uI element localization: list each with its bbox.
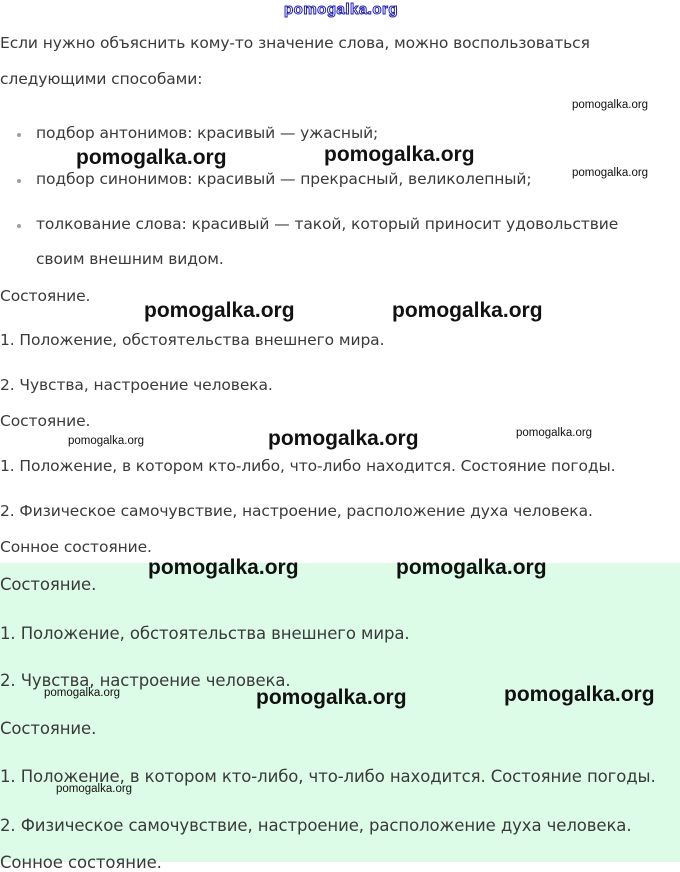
answer-definition-2-item-1: 1. Положение, в котором кто-либо, что-либо находится. Состояние погоды. bbox=[0, 767, 656, 786]
watermark: pomogalka.org bbox=[68, 435, 145, 447]
list-item-definition-cont: своим внешним видом. bbox=[36, 250, 224, 268]
answer-block bbox=[0, 563, 680, 872]
answer-definition-1-item-1: 1. Положение, обстоятельства внешнего мира. bbox=[0, 624, 410, 643]
bullet-dot bbox=[17, 179, 21, 183]
watermark: pomogalka.org bbox=[324, 143, 475, 166]
watermark-top: pomogalka.org bbox=[284, 1, 399, 18]
definition-2-example: Сонное состояние. bbox=[0, 538, 152, 556]
answer-definition-1-word: Состояние. bbox=[0, 575, 97, 594]
list-item-antonyms: подбор антонимов: красивый — ужасный; bbox=[36, 124, 379, 142]
watermark: pomogalka.org bbox=[268, 427, 419, 450]
bullet-dot bbox=[17, 133, 21, 137]
watermark: pomogalka.org bbox=[392, 299, 543, 322]
answer-definition-2-item-2: 2. Физическое самочувствие, настроение, расположение духа человека. bbox=[0, 816, 632, 835]
answer-definition-2-word: Состояние. bbox=[0, 719, 97, 738]
answer-definition-1-item-2: 2. Чувства, настроение человека. bbox=[0, 671, 291, 690]
watermark: pomogalka.org bbox=[516, 427, 593, 439]
definition-1-item-1: 1. Положение, обстоятельства внешнего мира. bbox=[0, 331, 385, 349]
bullet-dot bbox=[17, 224, 21, 228]
definition-2-word: Состояние. bbox=[0, 412, 91, 430]
definition-2-item-2: 2. Физическое самочувствие, настроение, расположение духа человека. bbox=[0, 502, 593, 520]
definition-1-word: Состояние. bbox=[0, 287, 91, 305]
watermark: pomogalka.org bbox=[572, 167, 649, 179]
watermark: pomogalka.org bbox=[44, 687, 121, 699]
answer-definition-2-example: Сонное состояние. bbox=[0, 853, 162, 872]
watermark: pomogalka.org bbox=[572, 99, 649, 111]
intro-line-2: следующими способами: bbox=[0, 70, 203, 88]
watermark: pomogalka.org bbox=[396, 556, 547, 579]
watermark: pomogalka.org bbox=[148, 556, 299, 579]
watermark: pomogalka.org bbox=[56, 783, 133, 795]
definition-1-item-2: 2. Чувства, настроение человека. bbox=[0, 376, 273, 394]
watermark: pomogalka.org bbox=[256, 686, 407, 709]
watermark: pomogalka.org bbox=[76, 146, 227, 169]
list-item-definition: толкование слова: красивый — такой, который приносит удовольствие bbox=[36, 215, 619, 233]
definition-2-item-1: 1. Положение, в котором кто-либо, что-либо находится. Состояние погоды. bbox=[0, 457, 616, 475]
watermark: pomogalka.org bbox=[504, 683, 655, 706]
watermark: pomogalka.org bbox=[144, 299, 295, 322]
intro-line-1: Если нужно объяснить кому-то значение слова, можно воспользоваться bbox=[0, 34, 590, 52]
list-item-synonyms: подбор синонимов: красивый — прекрасный, великолепный; bbox=[36, 170, 532, 188]
